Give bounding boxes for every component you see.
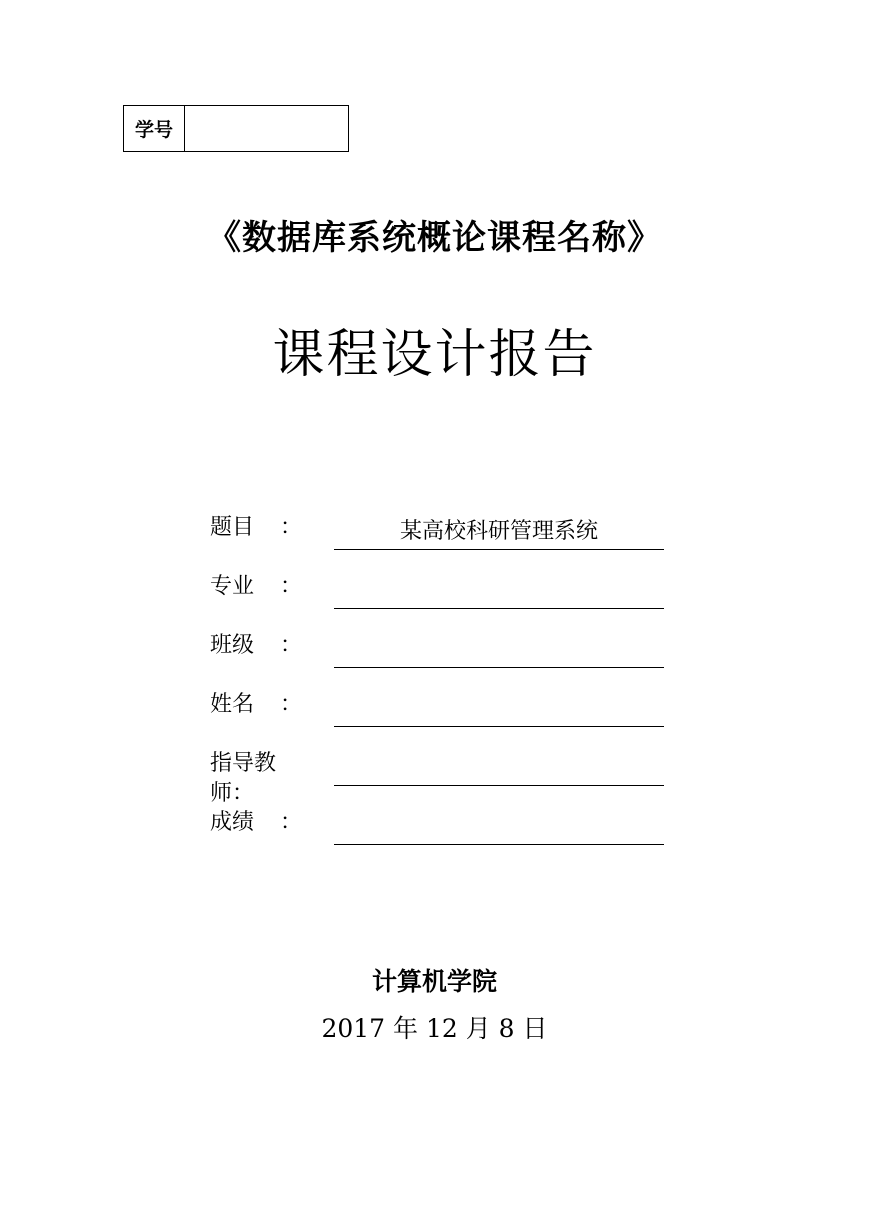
cover-info-form	[210, 505, 670, 859]
class-label-char-1: 班	[210, 633, 233, 658]
class-label-char-2: 级	[232, 633, 255, 658]
form-row-advisor	[210, 741, 670, 806]
name-field[interactable]	[334, 686, 664, 727]
form-row-name	[210, 682, 670, 741]
name-label-char-1: 姓	[210, 692, 233, 717]
student-id-box	[123, 105, 349, 152]
report-date: 2017 年 12 月 8 日	[321, 1014, 548, 1043]
grade-label-char-2: 绩	[232, 810, 255, 835]
form-row-topic	[210, 505, 670, 564]
topic-label	[210, 513, 302, 543]
major-label-colon: ：	[279, 574, 302, 599]
major-field[interactable]	[334, 568, 664, 609]
grade-label-colon: ：	[279, 810, 302, 835]
major-label-char-2: 业	[232, 574, 255, 599]
student-id-label: 学号	[124, 106, 185, 151]
major-label	[210, 572, 302, 602]
name-label-colon: ：	[279, 692, 302, 717]
class-label	[210, 631, 302, 661]
advisor-field[interactable]	[334, 745, 664, 786]
school-name: 计算机学院	[371, 967, 497, 996]
topic-label-colon: ：	[279, 515, 302, 540]
topic-label-char-2: 目	[232, 515, 255, 540]
grade-label-char-1: 成	[210, 810, 233, 835]
form-row-major	[210, 564, 670, 623]
report-title: 课程设计报告	[272, 325, 597, 385]
student-id-field[interactable]	[185, 106, 348, 151]
form-row-grade	[210, 800, 670, 859]
name-label-char-2: 名	[232, 692, 255, 717]
class-label-colon: ：	[279, 633, 302, 658]
topic-label-char-1: 题	[210, 515, 233, 540]
name-label	[210, 690, 302, 720]
class-field[interactable]	[334, 627, 664, 668]
form-row-class	[210, 623, 670, 682]
grade-field[interactable]	[334, 804, 664, 845]
advisor-label-text: 指导教师：	[210, 751, 277, 806]
course-name: 《数据库系统概论课程名称》	[207, 218, 662, 258]
major-label-char-1: 专	[210, 574, 233, 599]
grade-label	[210, 808, 302, 838]
topic-field[interactable]: 某高校科研管理系统	[334, 509, 664, 550]
